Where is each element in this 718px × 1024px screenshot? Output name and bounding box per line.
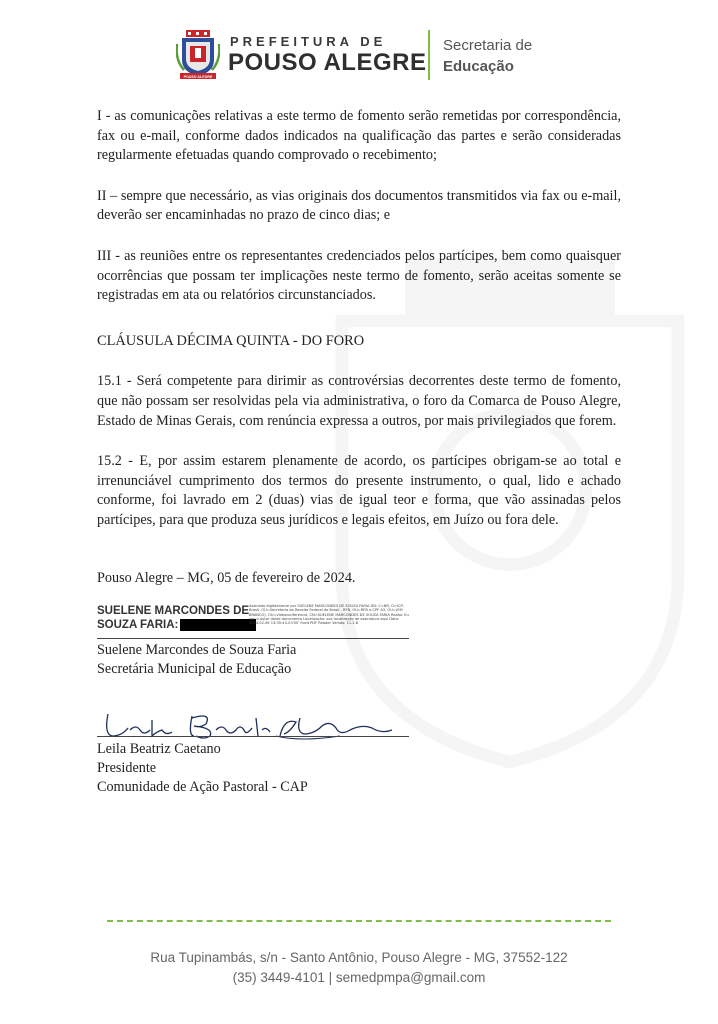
signature-line-2	[97, 736, 409, 737]
date-line: Pouso Alegre – MG, 05 de fevereiro de 2024.	[97, 569, 356, 586]
brand-top-text: PREFEITURA DE	[230, 34, 387, 49]
brand-main-text: POUSO ALEGRE	[228, 49, 427, 76]
header-divider	[428, 30, 430, 80]
digital-name-line2: SOUZA FARIA:	[97, 619, 179, 631]
signatory2-name: Leila Beatriz Caetano	[97, 741, 221, 757]
signature-line-1	[97, 638, 409, 639]
signatory1-role: Secretária Municipal de Educação	[97, 661, 292, 677]
footer-address: Rua Tupinambás, s/n - Santo Antônio, Pouso Alegre - MG, 37552-122	[150, 950, 568, 965]
redaction-box	[180, 619, 256, 631]
digital-signature-name	[97, 604, 256, 632]
paragraph-iii: III - as reuniões entre os representantes credenciados pelos partícipes, bem como quaisquer ocorrências que possam ter implicações neste termo de fomento, serão aceitas somente se registradas em ata ou relatórios circunstanciados.	[97, 247, 621, 304]
paragraph-15-2: 15.2 - E, por assim estarem plenamente de acordo, os partícipes obrigam-se ao total e irrenunciável cumprimento dos termos do presente instrumento, o qual, lido e achado conforme, foi lavrado em 2 (duas) vias de igual teor e forma, que vão assinadas pelos partícipes, para que produza seus jurídicos e legais efeitos, em Juízo ou fora dele.	[97, 453, 621, 528]
city-crest-icon	[176, 30, 220, 80]
secretariat-line2: Educação	[443, 58, 514, 75]
signatory2-block	[97, 740, 308, 797]
digital-name-line1: SUELENE MARCONDES DE	[97, 605, 250, 617]
footer-divider	[107, 920, 611, 922]
signatory2-organization: Comunidade de Ação Pastoral - CAP	[97, 779, 308, 795]
paragraph-ii: II – sempre que necessário, as vias originais dos documentos transmitidos via fax ou e-mail, deverão ser encaminhadas no prazo de cinco dias; e	[97, 187, 621, 224]
digital-signature-block	[97, 604, 417, 638]
digital-certificate-text: Assinado digitalmente por SUELENE MARCONDES DE SOUZA FARIA DN: C=BR, O=ICP-Brasil, OU=Secretaria da Receita Federal do Brasil - RFB, OU=RFB e-CPF A3, OU=(EM BRANCO), OU=videoconferencia, CN=SUELENE MARCONDES DE SOUZA FARIA Razão: Eu sou o autor deste documento Localização: sua localização de assinatura aqui Data: 2024.02.06 13:35:43-03'00' Foxit PDF Reader Versão: 11.2.8	[249, 604, 409, 626]
signatory2-role: Presidente	[97, 760, 157, 776]
document-body	[97, 107, 621, 588]
signatory1-name: Suelene Marcondes de Souza Faria	[97, 642, 297, 658]
paragraph-15-1: 15.1 - Será competente para dirimir as controvérsias decorrentes deste termo de fomento, que não possam ser resolvidas pela via administrativa, o foro da Comarca de Pouso Alegre, Estado de Minas Gerais, com renúncia expressa a outros, por mais privilegiados que forem.	[97, 373, 621, 429]
letterhead	[0, 22, 718, 92]
crest-ribbon-text: POUSO ALEGRE	[183, 74, 213, 79]
paragraph-i: I - as comunicações relativas a este termo de fomento serão remetidas por correspondência, fax ou e-mail, conforme dados indicados na qualificação das partes e serão consideradas regularmente efetuadas quando comprovado o recebimento;	[97, 108, 621, 164]
footer	[0, 948, 718, 988]
footer-contact: (35) 3449-4101 | semedpmpa@gmail.com	[232, 970, 486, 985]
clause-title: CLÁUSULA DÉCIMA QUINTA - DO FORO	[97, 332, 365, 349]
signatory1-block	[97, 641, 296, 679]
secretariat-line1: Secretaria de	[443, 37, 533, 54]
